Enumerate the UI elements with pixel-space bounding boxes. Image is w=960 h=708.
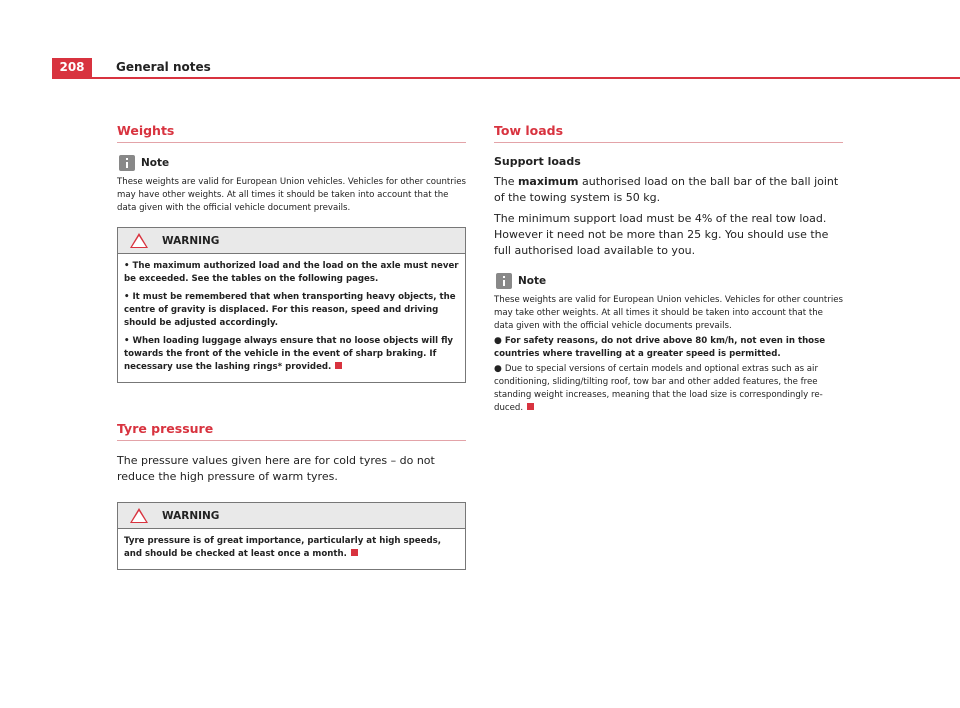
tow-p1-prefix: The: [494, 175, 518, 188]
tow-bullet-1: [494, 335, 843, 361]
tow-note-header: [496, 273, 843, 289]
tyre-warning-box: [117, 502, 466, 570]
section-end-marker: [351, 549, 358, 556]
weights-warning-box: [117, 227, 466, 383]
tow-note-label: Note: [518, 275, 547, 287]
weights-warning-item: • The maximum authorized load and the load on the axle must never be exceeded. See the tables on the following pages.: [124, 261, 459, 284]
tyre-pressure-title: Tyre pressure: [117, 421, 466, 441]
tyre-warning-header: [118, 503, 465, 529]
tow-paragraph-2: The minimum support load must be 4% of the real tow load. However it need not be more than 25 kg. You should use the full authorised load available to you.: [494, 212, 829, 257]
tow-bullet-2-text: Due to special versions of certain models and optional extras such as air conditioning, sliding/tilting roof, tow bar and other added features, the free standing weight increases, meaning that the load size is correspondingly re-duced.: [494, 364, 823, 413]
info-icon: [496, 273, 512, 289]
weights-warning-header: [118, 228, 465, 254]
warning-icon: [130, 233, 148, 248]
support-loads-subhead: Support loads: [494, 155, 581, 168]
weights-title: Weights: [117, 123, 466, 143]
weights-warning-item: • It must be remembered that when transporting heavy objects, the centre of gravity is displaced. For this reason, speed and driving should be adjusted accordingly.: [124, 292, 456, 328]
tyre-pressure-body: The pressure values given here are for cold tyres – do not reduce the high pressure of warm tyres.: [117, 454, 435, 483]
tyre-warning-text-content: Tyre pressure is of great importance, particularly at high speeds, and should be checked at least once a month.: [124, 536, 441, 559]
weights-warning-body: [118, 254, 465, 382]
weights-warning-item-text: • When loading luggage always ensure that no loose objects will fly towards the front of the vehicle in the event of sharp braking. If necessary use the lashing rings* provided.: [124, 336, 454, 372]
tow-paragraph-1: [494, 174, 843, 206]
bullet-icon: ●: [494, 336, 502, 346]
tyre-warning-text: [124, 535, 459, 561]
weights-note-header: [119, 155, 466, 171]
page-header: [52, 58, 960, 79]
bullet-icon: ●: [494, 364, 502, 374]
tyre-warning-label: WARNING: [162, 509, 220, 522]
tyre-warning-body: [118, 529, 465, 569]
section-end-marker: [335, 362, 342, 369]
warning-icon: [130, 508, 148, 523]
info-icon: [119, 155, 135, 171]
weights-warning-item: [124, 335, 459, 374]
tow-p1-bold: maximum: [517, 175, 579, 188]
right-column: [494, 123, 843, 415]
left-column: [117, 123, 466, 570]
tow-p1-rest: authorised load on the ball bar of the ball joint of the towing system is 50 kg.: [494, 175, 839, 204]
tow-loads-title: Tow loads: [494, 123, 843, 143]
header-title: General notes: [116, 60, 211, 74]
page-number: 208: [52, 58, 92, 77]
weights-warning-label: WARNING: [162, 234, 220, 247]
section-end-marker: [527, 403, 534, 410]
tow-note-text: These weights are valid for European Union vehicles. Vehicles for other countries may take other weights. At all times it should be taken into account that the data given with the official vehicle documents prevails.: [494, 295, 843, 331]
weights-note-text: These weights are valid for European Union vehicles. Vehicles for other countries may have other weights. At all times it should be taken into account that the data given with the official vehicle document prevails.: [117, 177, 466, 213]
weights-note-label: Note: [141, 157, 170, 169]
tow-bullet-2: [494, 363, 843, 415]
tow-bullet-1-text: For safety reasons, do not drive above 80 km/h, not even in those countries where travelling at a greater speed is permitted.: [494, 336, 826, 359]
